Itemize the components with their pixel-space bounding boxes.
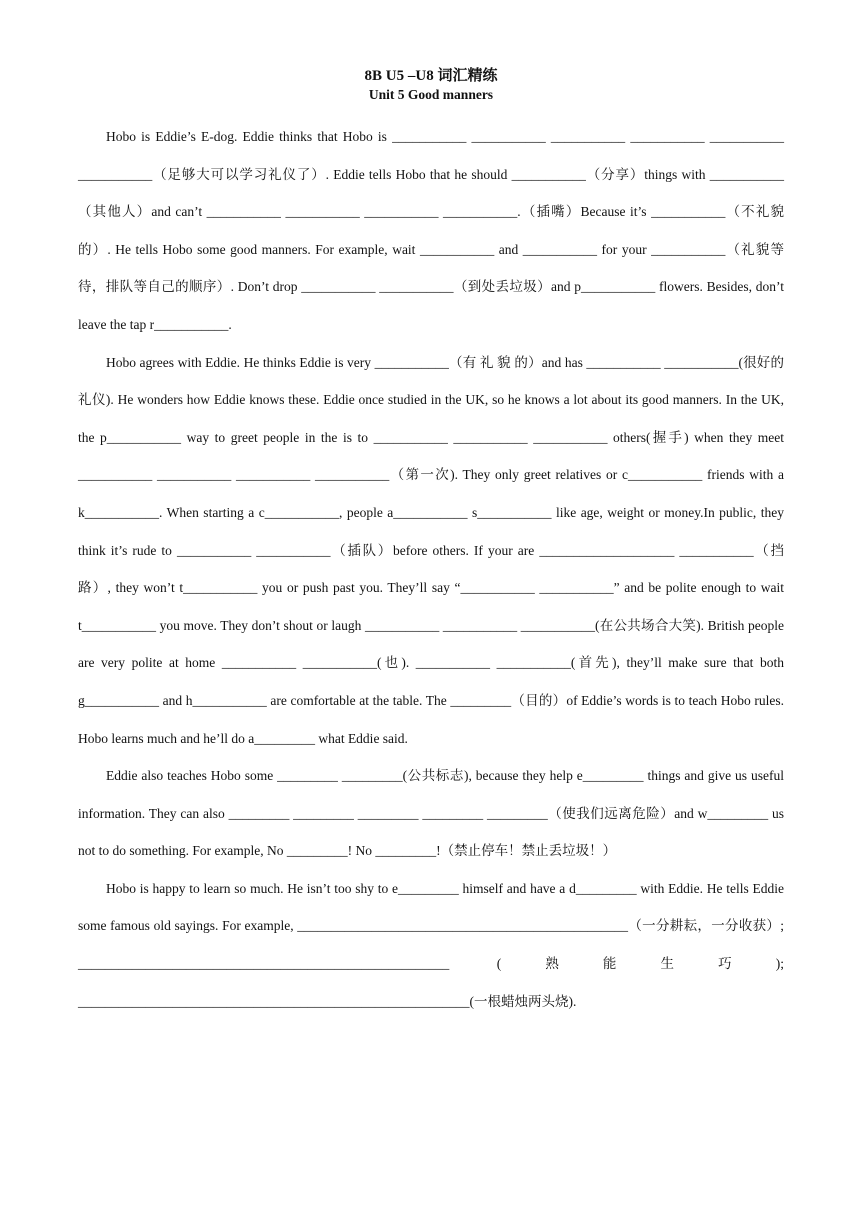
- page-title: 8B U5 –U8 词汇精练: [364, 68, 498, 84]
- paragraph-4: Hobo is happy to learn so much. He isn’t too shy to e_________ himself and have a d_________ with Eddie. He tells Eddie some famous old sayings. For example, _________________________________________________（一分耕耘，一分收获）; _______________________________________________________ (熟能生巧); __________________________________________________________(一根蜡烛两头烧).: [78, 880, 784, 1009]
- paragraph-1: Hobo is Eddie’s E-dog. Eddie thinks that Hobo is ___________ ___________ ___________ ___________ ___________ ___________（足够大可以学习礼仪了）. Eddie tells Hobo that he should ___________（分享）things with ___________（其他人）and can’t ___________ ___________ ___________ ___________.（插嘴）Because it’s ___________（不礼貌的）. He tells Hobo some good manners. For example, wait ___________ and ___________ for your ___________（礼貌等待，排队等自己的顺序）. Don’t drop ___________ ___________（到处丢垃圾）and p___________ flowers. Besides, don’t leave the tap r___________.: [78, 129, 784, 332]
- worksheet-page: [78, 66, 784, 1020]
- unit-subtitle: Unit 5 Good manners: [368, 87, 494, 102]
- paragraph-2: Hobo agrees with Eddie. He thinks Eddie is very ___________（有 礼 貌 的）and has ___________ ___________(很好的礼仪). He wonders how Eddie knows these. Eddie once studied in the UK, so he knows a lot about its good manners. In the UK, the p___________ way to greet people in the is to ___________ ___________ ___________ others(握手) when they meet ___________ ___________ ___________ ___________（第一次). They only greet relatives or c___________ friends with a k___________. When starting a c___________, people a___________ s___________ like age, weight or money.In public, they think it’s rude to ___________ ___________（插队）before others. If your are ____________________ ___________（挡路）, they won’t t___________ you or push past you. They’ll say “___________ ___________” and be polite enough to wait t___________ you move. They don’t shout or laugh ___________ ___________ ___________(在公共场合大笑). British people are very polite at home ___________ ___________(也). ___________ ___________(首先), they’ll make sure that both g___________ and h___________ are comfortable at the table. The _________（目的）of Eddie’s words is to teach Hobo rules. Hobo learns much and he’ll do a_________ what Eddie said.: [78, 354, 784, 746]
- paragraph-3: Eddie also teaches Hobo some _________ _________(公共标志), because they help e_________ things and give us useful information. They can also _________ _________ _________ _________ _________（使我们远离危险）and w_________ us not to do something. For example, No _________! No _________!（禁止停车！禁止丢垃圾！）: [78, 768, 784, 859]
